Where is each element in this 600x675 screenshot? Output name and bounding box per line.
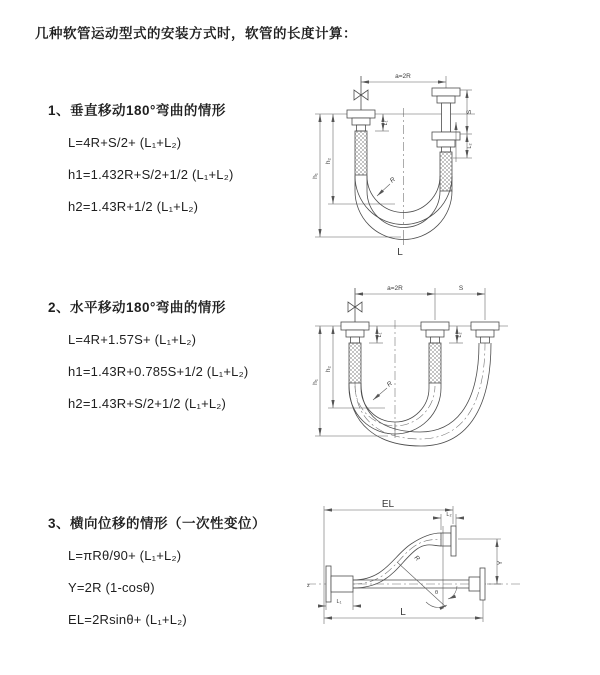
formula-L: L=4R+1.57S+ (L₁+L₂): [68, 332, 197, 347]
dim-label-l2: L₂: [457, 332, 463, 338]
diagram-lateral-offset: [293, 496, 593, 661]
dim-label-el: EL: [381, 499, 395, 510]
dim-label-l1: L₁: [336, 599, 342, 605]
dimension-l2: [433, 512, 464, 530]
braided-hose: [355, 131, 367, 175]
middle-fitting: [421, 322, 449, 383]
dim-label-l2: L₂: [467, 143, 473, 149]
section-1-heading: 1、垂直移动180°弯曲的情形: [48, 103, 226, 118]
dimension-l: [397, 230, 403, 258]
left-fitting: [341, 322, 369, 383]
dim-label-l2: L₂: [446, 512, 452, 518]
dim-label-y: Y: [497, 560, 504, 566]
radius-callout: [377, 176, 397, 196]
dim-label-l: L: [397, 247, 403, 258]
left-fitting: [347, 110, 375, 175]
valve-icon: [348, 288, 362, 322]
angle-label-theta: θ: [435, 590, 439, 596]
diagram-vertical-bend: [293, 64, 593, 264]
section-3-heading: 3、横向位移的情形（一次性变位）: [48, 516, 267, 531]
dim-label-l1: L₁: [383, 120, 389, 126]
dimension-l2: [449, 326, 463, 343]
formula-h2: h2=1.43R+1/2 (L₁+L₂): [68, 199, 199, 214]
formula-h1: h1=1.43R+0.785S+1/2 (L₁+L₂): [68, 364, 249, 379]
right-fitting-displaced: [471, 322, 499, 343]
dim-label-l1: L₁: [377, 332, 383, 338]
braided-hose: [429, 343, 441, 383]
formula-EL: EL=2Rsinθ+ (L₁+L₂): [68, 612, 187, 627]
left-flange: [326, 566, 353, 602]
hose-arcs: [349, 343, 491, 446]
dim-label-a2r: a=2R: [395, 73, 411, 80]
dim-label-h1: h₁: [312, 173, 319, 179]
braided-hose: [440, 152, 452, 191]
dim-label-s: S: [458, 285, 464, 292]
dimension-l1: [375, 114, 389, 131]
section-2-heading: 2、水平移动180°弯曲的情形: [48, 300, 226, 315]
page-title: 几种软管运动型式的安装方式时，软管的长度计算：: [35, 26, 357, 41]
valve-icon: [354, 76, 368, 110]
section-horizontal-bend: [48, 299, 308, 413]
radius-callout: [373, 380, 394, 400]
dimension-s: [460, 90, 473, 134]
formula-h2: h2=1.43R+S/2+1/2 (L₁+L₂): [68, 396, 227, 411]
dimension-l1: [318, 592, 361, 610]
centerline-mark: z: [307, 583, 310, 589]
dim-label-h2: h₂: [325, 365, 332, 373]
dim-label-h1: h₁: [312, 379, 319, 385]
formula-L: L=πRθ/90+ (L₁+L₂): [68, 548, 182, 563]
dim-label-s: S: [466, 109, 473, 115]
section-vertical-bend: [48, 102, 308, 216]
dim-label-l: L: [400, 607, 406, 618]
braided-hose: [349, 343, 361, 383]
dim-label-r: R: [412, 554, 421, 563]
dim-label-r: R: [385, 380, 394, 389]
dim-label-h2: h₂: [325, 157, 332, 165]
dim-label-a2r: a=2R: [387, 285, 403, 292]
formula-h1: h1=1.432R+S/2+1/2 (L₁+L₂): [68, 167, 234, 182]
section-lateral-offset: [48, 515, 308, 629]
dimension-l: [324, 600, 483, 622]
dimension-l1: [369, 326, 383, 343]
right-flange-original: [469, 568, 485, 600]
formula-Y: Y=2R (1-cosθ): [68, 580, 155, 595]
dimension-s: [435, 285, 485, 294]
dimension-a2r: [355, 285, 485, 320]
diagram-horizontal-bend: [293, 276, 593, 476]
dim-label-r: R: [388, 176, 397, 185]
formula-L: L=4R+S/2+ (L₁+L₂): [68, 135, 182, 150]
